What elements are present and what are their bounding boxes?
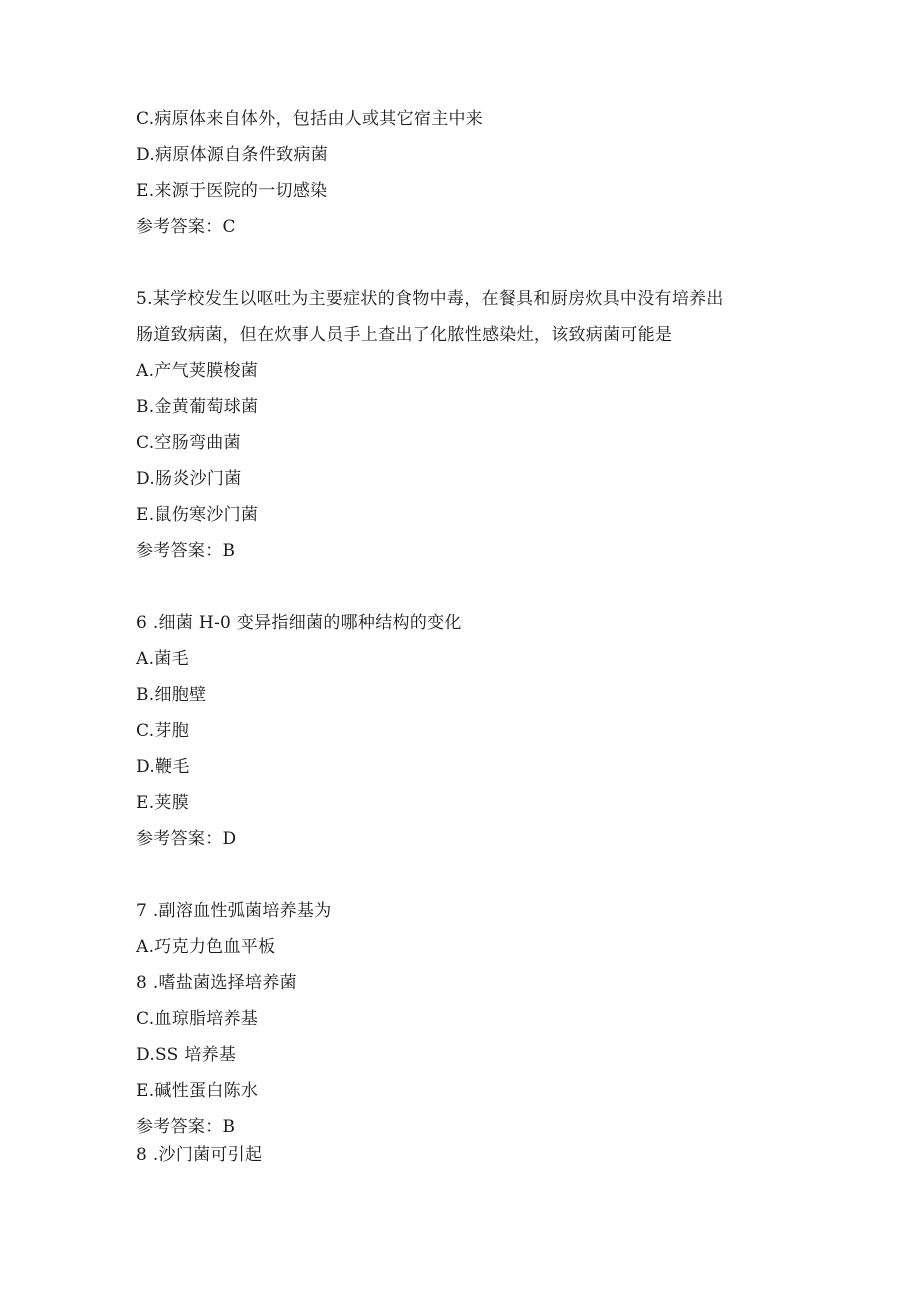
q5-answer: 参考答案：B bbox=[136, 541, 236, 561]
q7-stem: 7 .副溶血性弧菌培养基为 bbox=[136, 901, 332, 921]
q5-stem-line1: 5.某学校发生以呕吐为主要症状的食物中毒，在餐具和厨房炊具中没有培养出 bbox=[136, 289, 724, 309]
q5-option-b: B.金黄葡萄球菌 bbox=[136, 397, 259, 417]
q5-option-e: E.鼠伤寒沙门菌 bbox=[136, 505, 259, 525]
q7-option-e: E.碱性蛋白陈水 bbox=[136, 1081, 259, 1101]
q7-answer: 参考答案：B bbox=[136, 1117, 236, 1137]
q4-answer: 参考答案：C bbox=[136, 217, 236, 237]
q6-option-c: C.芽胞 bbox=[136, 721, 190, 741]
q6-answer: 参考答案：D bbox=[136, 829, 237, 849]
q5-option-c: C.空肠弯曲菌 bbox=[136, 433, 241, 453]
q6-option-d: D.鞭毛 bbox=[136, 757, 190, 777]
q5-stem-line2: 肠道致病菌，但在炊事人员手上查出了化脓性感染灶，该致病菌可能是 bbox=[136, 325, 673, 345]
q5-option-a: A.产气荚膜梭菌 bbox=[136, 361, 259, 381]
q7-option-c: C.血琼脂培养基 bbox=[136, 1009, 259, 1029]
q5-option-d: D.肠炎沙门菌 bbox=[136, 469, 242, 489]
q7-option-d: D.SS 培养基 bbox=[136, 1045, 237, 1065]
q6-option-b: B.细胞壁 bbox=[136, 685, 207, 705]
q7-option-b: 8 .嗜盐菌选择培养菌 bbox=[136, 973, 297, 993]
q4-option-e: E.来源于医院的一切感染 bbox=[136, 181, 328, 201]
q6-option-e: E.荚膜 bbox=[136, 793, 190, 813]
q7-option-a: A.巧克力色血平板 bbox=[136, 937, 276, 957]
q4-option-d: D.病原体源自条件致病菌 bbox=[136, 145, 329, 165]
q6-option-a: A.菌毛 bbox=[136, 649, 189, 669]
q8-stem: 8 .沙门菌可引起 bbox=[136, 1145, 263, 1165]
q6-stem: 6 .细菌 H-0 变异指细菌的哪种结构的变化 bbox=[136, 613, 462, 633]
q4-option-c: C.病原体来自体外，包括由人或其它宿主中来 bbox=[136, 109, 484, 129]
